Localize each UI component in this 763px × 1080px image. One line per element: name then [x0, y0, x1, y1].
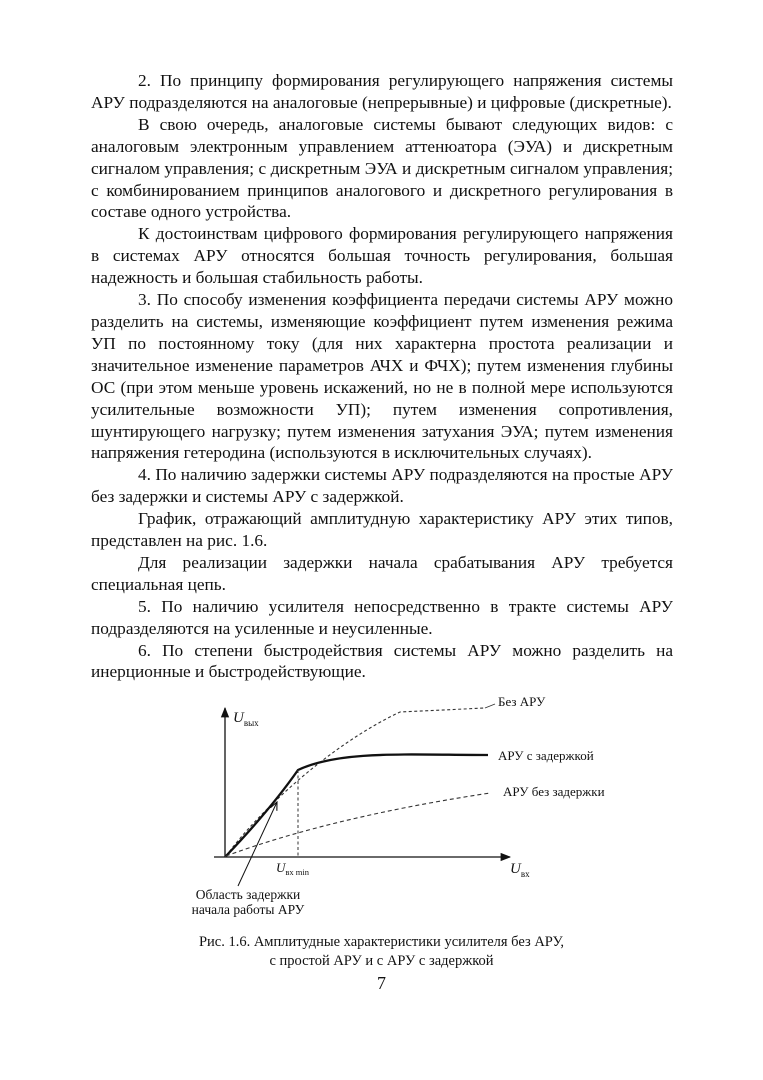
xmin-label-sub: вх min	[285, 867, 310, 877]
caption-line-2: с простой АРУ и с АРУ с задержкой	[269, 953, 494, 969]
page-number: 7	[377, 973, 386, 993]
amplitude-characteristics-figure	[170, 690, 630, 920]
figure-caption	[150, 933, 613, 971]
paragraph: 4. По наличию задержки системы АРУ подразделяются на простые АРУ без задержки и системы АРУ с задержкой.	[91, 465, 673, 507]
curve-delayed-agc	[226, 754, 488, 856]
curve-simple-agc	[226, 793, 490, 856]
y-axis-label: $U_{вых}$	[233, 710, 259, 728]
region-label-line1: Область задержки	[195, 887, 301, 902]
region-label-line2: начала работы АРУ	[191, 902, 305, 917]
curve-no-agc	[226, 708, 485, 856]
paragraph: График, отражающий амплитудную характеристику АРУ этих типов, представлен на рис. 1.6.	[91, 509, 673, 551]
paragraph: 3. По способу изменения коэффициента передачи системы АРУ можно разделить на системы, изменяющие коэффициент путем изменения режима УП по постоянному току (для них характерна простота реализации и значительное изменение параметров АЧХ и ФЧХ); путем изменения глубины ОС (при этом меньше уровень искажений, но не в полной мере используются усилительные возможности УП); путем изменения сопротивления, шунтирующего нагрузку; путем изменения затухания ЭУА; путем изменения напряжения гетеродина (используются в исключительных случаях).	[91, 290, 673, 463]
paragraph: К достоинствам цифрового формирования регулирующего напряжения в системах АРУ относятся большая точность регулирования, большая надежность и большая стабильность работы.	[91, 224, 673, 288]
label-no-agc: Без АРУ	[498, 694, 546, 709]
x-axis-label-sub: вх	[520, 869, 530, 879]
region-arrow	[238, 802, 277, 886]
paragraph: 2. По принципу формирования регулирующего напряжения системы АРУ подразделяются на аналоговые (непрерывные) и цифровые (дискретные).	[91, 71, 673, 112]
paragraph: 5. По наличию усилителя непосредственно в тракте системы АРУ подразделяются на усиленные и неусиленные.	[91, 596, 673, 638]
label-delayed-agc: АРУ с задержкой	[498, 748, 594, 763]
body-text	[91, 70, 673, 683]
curve-no-agc-leader	[485, 704, 495, 708]
xmin-label: $U_{вх min}$	[276, 860, 310, 877]
figure-diagram	[170, 690, 630, 920]
paragraph: В свою очередь, аналоговые системы бывают следующих видов: с аналоговым электронным управлением аттенюатора (ЭУА) и дискретным сигналом управления; с дискретным ЭУА и дискретным сигналом управления; с комбинированием принципов аналогового и дискретного регулирования в составе одного устройства.	[91, 114, 673, 222]
caption-line-1: Рис. 1.6. Амплитудные характеристики усилителя без АРУ,	[198, 934, 565, 950]
x-axis-label: $U_{вх}$	[510, 861, 530, 879]
paragraph: Для реализации задержки начала срабатывания АРУ требуется специальная цепь.	[91, 552, 673, 594]
paragraph: 6. По степени быстродействия системы АРУ можно разделить на инерционные и быстродействующие.	[91, 640, 673, 682]
label-simple-agc: АРУ без задержки	[503, 784, 605, 799]
y-axis-label-sub: вых	[243, 718, 259, 728]
